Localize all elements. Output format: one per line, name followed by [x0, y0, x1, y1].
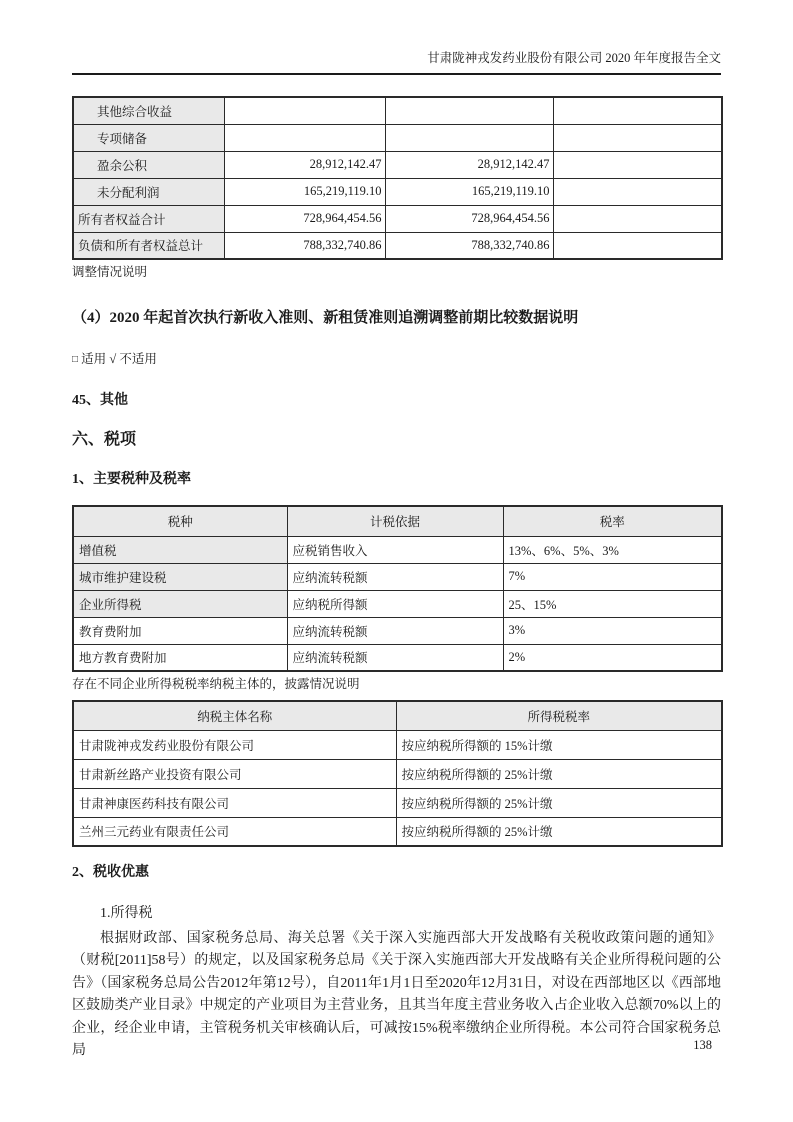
- tax-rate-heading: 1、主要税种及税率: [72, 472, 191, 487]
- equity-cell: 28,912,142.47: [385, 151, 553, 178]
- entity-col-header: 纳税主体名称: [73, 701, 396, 730]
- entity-name-cell: 甘肃神康医药科技有限公司: [73, 788, 396, 817]
- equity-table: [72, 96, 723, 260]
- equity-cell: 165,219,119.10: [224, 178, 385, 205]
- entity-rate-cell: 按应纳税所得额的 25%计缴: [396, 817, 722, 846]
- equity-cell: [553, 151, 722, 178]
- entity-rate-cell: 按应纳税所得额的 25%计缴: [396, 788, 722, 817]
- equity-cell: [553, 124, 722, 151]
- taxpayer-entity-table: [72, 700, 723, 847]
- income-tax-paragraph: 根据财政部、国家税务总局、海关总署《关于深入实施西部大开发战略有关税收政策问题的通知》（财税[2011]58号）的规定，以及国家税务总局《关于深入实施西部大开发战略有关企业所得税问题的公告》（国家税务总局公告2012年第12号），自2011年1月1日至2020年12月31日，对设在西部地区以《西部地区鼓励类产业目录》中规定的产业项目为主营业务，且其当年度主营业务收入占企业收入总额70%以上的企业，经企业申请，主管税务机关审核确认后，可减按15%税率缴纳企业所得税。本公司符合国家税务总局: [72, 931, 721, 1059]
- equity-row-label: 盈余公积: [73, 151, 224, 178]
- section6-heading: 六、税项: [72, 431, 137, 448]
- tax-rate-cell: 13%、6%、5%、3%: [503, 536, 722, 563]
- table-row: [73, 563, 722, 590]
- tax-basis-cell: 应纳流转税额: [287, 617, 503, 644]
- section4-heading: （4）2020 年起首次执行新收入准则、新租赁准则追溯调整前期比较数据说明: [72, 310, 579, 326]
- table-row: [73, 205, 722, 232]
- equity-row-label: 专项储备: [73, 124, 224, 151]
- equity-cell: [224, 124, 385, 151]
- applicability-line: [72, 351, 721, 369]
- tax-rate-cell: 7%: [503, 563, 722, 590]
- equity-cell: [553, 178, 722, 205]
- equity-row-label: 未分配利润: [73, 178, 224, 205]
- table-row: [73, 97, 722, 124]
- not-applicable-label: 不适用: [119, 352, 157, 366]
- section45-heading: 45、其他: [72, 393, 128, 408]
- equity-cell: [553, 97, 722, 124]
- tax-type-cell: 城市维护建设税: [73, 563, 287, 590]
- table-row: [73, 590, 722, 617]
- page-number: 138: [693, 1038, 712, 1052]
- table-row: [73, 617, 722, 644]
- table-header-row: [73, 506, 722, 536]
- entity-name-cell: 甘肃陇神戎发药业股份有限公司: [73, 730, 396, 759]
- tax-type-cell: 增值税: [73, 536, 287, 563]
- tax-incentive-heading: 2、税收优惠: [72, 865, 149, 880]
- equity-cell: 788,332,740.86: [224, 232, 385, 259]
- equity-row-label: 负债和所有者权益总计: [73, 232, 224, 259]
- tax-rate-cell: 25、15%: [503, 590, 722, 617]
- tax-rate-cell: 3%: [503, 617, 722, 644]
- table-row: [73, 644, 722, 671]
- table-row: [73, 536, 722, 563]
- table-row: [73, 151, 722, 178]
- tax-type-cell: 地方教育费附加: [73, 644, 287, 671]
- tax-col-header: 税种: [73, 506, 287, 536]
- tax-basis-cell: 应税销售收入: [287, 536, 503, 563]
- equity-cell: 165,219,119.10: [385, 178, 553, 205]
- page-header-title: 甘肃陇神戎发药业股份有限公司 2020 年年度报告全文: [72, 50, 721, 75]
- equity-cell: [553, 205, 722, 232]
- equity-cell: [224, 97, 385, 124]
- equity-cell: [553, 232, 722, 259]
- tax-rate-table: [72, 505, 723, 672]
- equity-cell: [385, 124, 553, 151]
- equity-cell: 728,964,454.56: [385, 205, 553, 232]
- table-row: [73, 817, 722, 846]
- table-row: [73, 759, 722, 788]
- applicable-label: 适用: [81, 352, 107, 366]
- table-row: [73, 730, 722, 759]
- table-row: [73, 124, 722, 151]
- entity-col-header: 所得税税率: [396, 701, 722, 730]
- page-content: [72, 0, 721, 1062]
- tax-col-header: 计税依据: [287, 506, 503, 536]
- tax-basis-cell: 应纳流转税额: [287, 563, 503, 590]
- equity-cell: 728,964,454.56: [224, 205, 385, 232]
- tax-col-header: 税率: [503, 506, 722, 536]
- income-tax-subheading: 1.所得税: [100, 906, 153, 921]
- table-row: [73, 232, 722, 259]
- tax-rate-cell: 2%: [503, 644, 722, 671]
- equity-cell: 788,332,740.86: [385, 232, 553, 259]
- equity-row-label: 其他综合收益: [73, 97, 224, 124]
- entity-name-cell: 兰州三元药业有限责任公司: [73, 817, 396, 846]
- checkbox-unchecked-icon: □: [72, 354, 79, 365]
- table-row: [73, 788, 722, 817]
- check-icon: √: [109, 352, 117, 366]
- table-row: [73, 178, 722, 205]
- equity-cell: 28,912,142.47: [224, 151, 385, 178]
- entity-rate-cell: 按应纳税所得额的 15%计缴: [396, 730, 722, 759]
- equity-row-label: 所有者权益合计: [73, 205, 224, 232]
- tax-type-cell: 企业所得税: [73, 590, 287, 617]
- tax-basis-cell: 应纳流转税额: [287, 644, 503, 671]
- equity-cell: [385, 97, 553, 124]
- tax-basis-cell: 应纳税所得额: [287, 590, 503, 617]
- tax-type-cell: 教育费附加: [73, 617, 287, 644]
- disclosure-note: 存在不同企业所得税税率纳税主体的，披露情况说明: [72, 677, 360, 691]
- entity-name-cell: 甘肃新丝路产业投资有限公司: [73, 759, 396, 788]
- adjustment-note: 调整情况说明: [72, 265, 148, 279]
- table-header-row: [73, 701, 722, 730]
- entity-rate-cell: 按应纳税所得额的 25%计缴: [396, 759, 722, 788]
